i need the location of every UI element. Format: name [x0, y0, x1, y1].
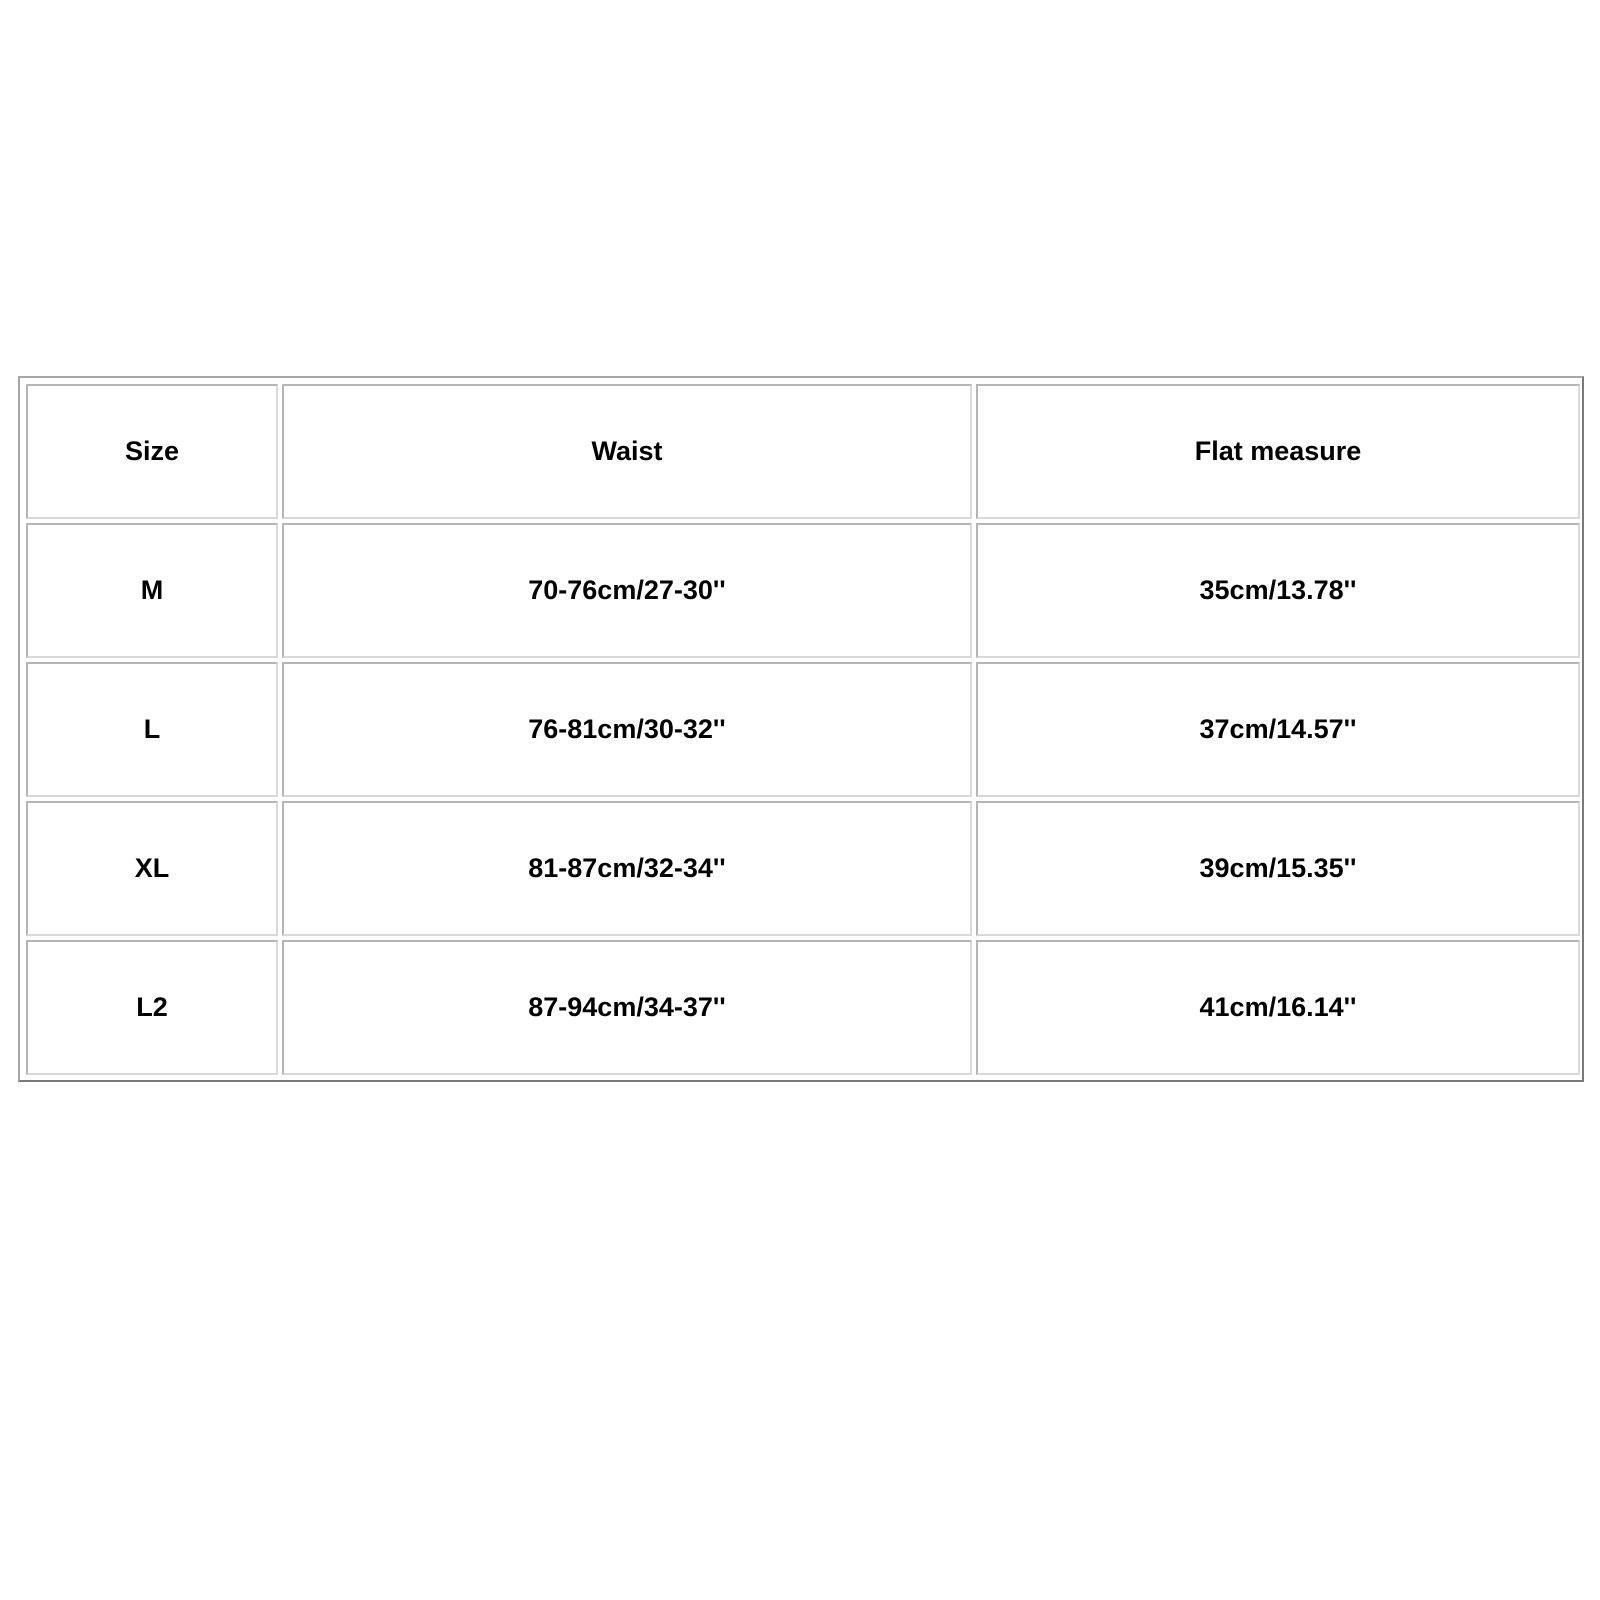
header-size: Size — [26, 384, 278, 519]
table-row — [26, 523, 1580, 658]
cell-waist: 70-76cm/27-30'' — [282, 523, 972, 658]
cell-size: M — [26, 523, 278, 658]
header-flat-measure: Flat measure — [976, 384, 1580, 519]
size-chart-frame — [18, 376, 1584, 1082]
header-waist: Waist — [282, 384, 972, 519]
cell-waist: 76-81cm/30-32'' — [282, 662, 972, 797]
cell-flat-measure: 39cm/15.35'' — [976, 801, 1580, 936]
cell-flat-measure: 35cm/13.78'' — [976, 523, 1580, 658]
table-header-row — [26, 384, 1580, 519]
table-row — [26, 801, 1580, 936]
cell-waist: 81-87cm/32-34'' — [282, 801, 972, 936]
cell-size: L — [26, 662, 278, 797]
size-chart-table — [22, 380, 1584, 1079]
table-row — [26, 940, 1580, 1075]
cell-size: XL — [26, 801, 278, 936]
cell-waist: 87-94cm/34-37'' — [282, 940, 972, 1075]
cell-size: L2 — [26, 940, 278, 1075]
cell-flat-measure: 37cm/14.57'' — [976, 662, 1580, 797]
table-row — [26, 662, 1580, 797]
cell-flat-measure: 41cm/16.14'' — [976, 940, 1580, 1075]
